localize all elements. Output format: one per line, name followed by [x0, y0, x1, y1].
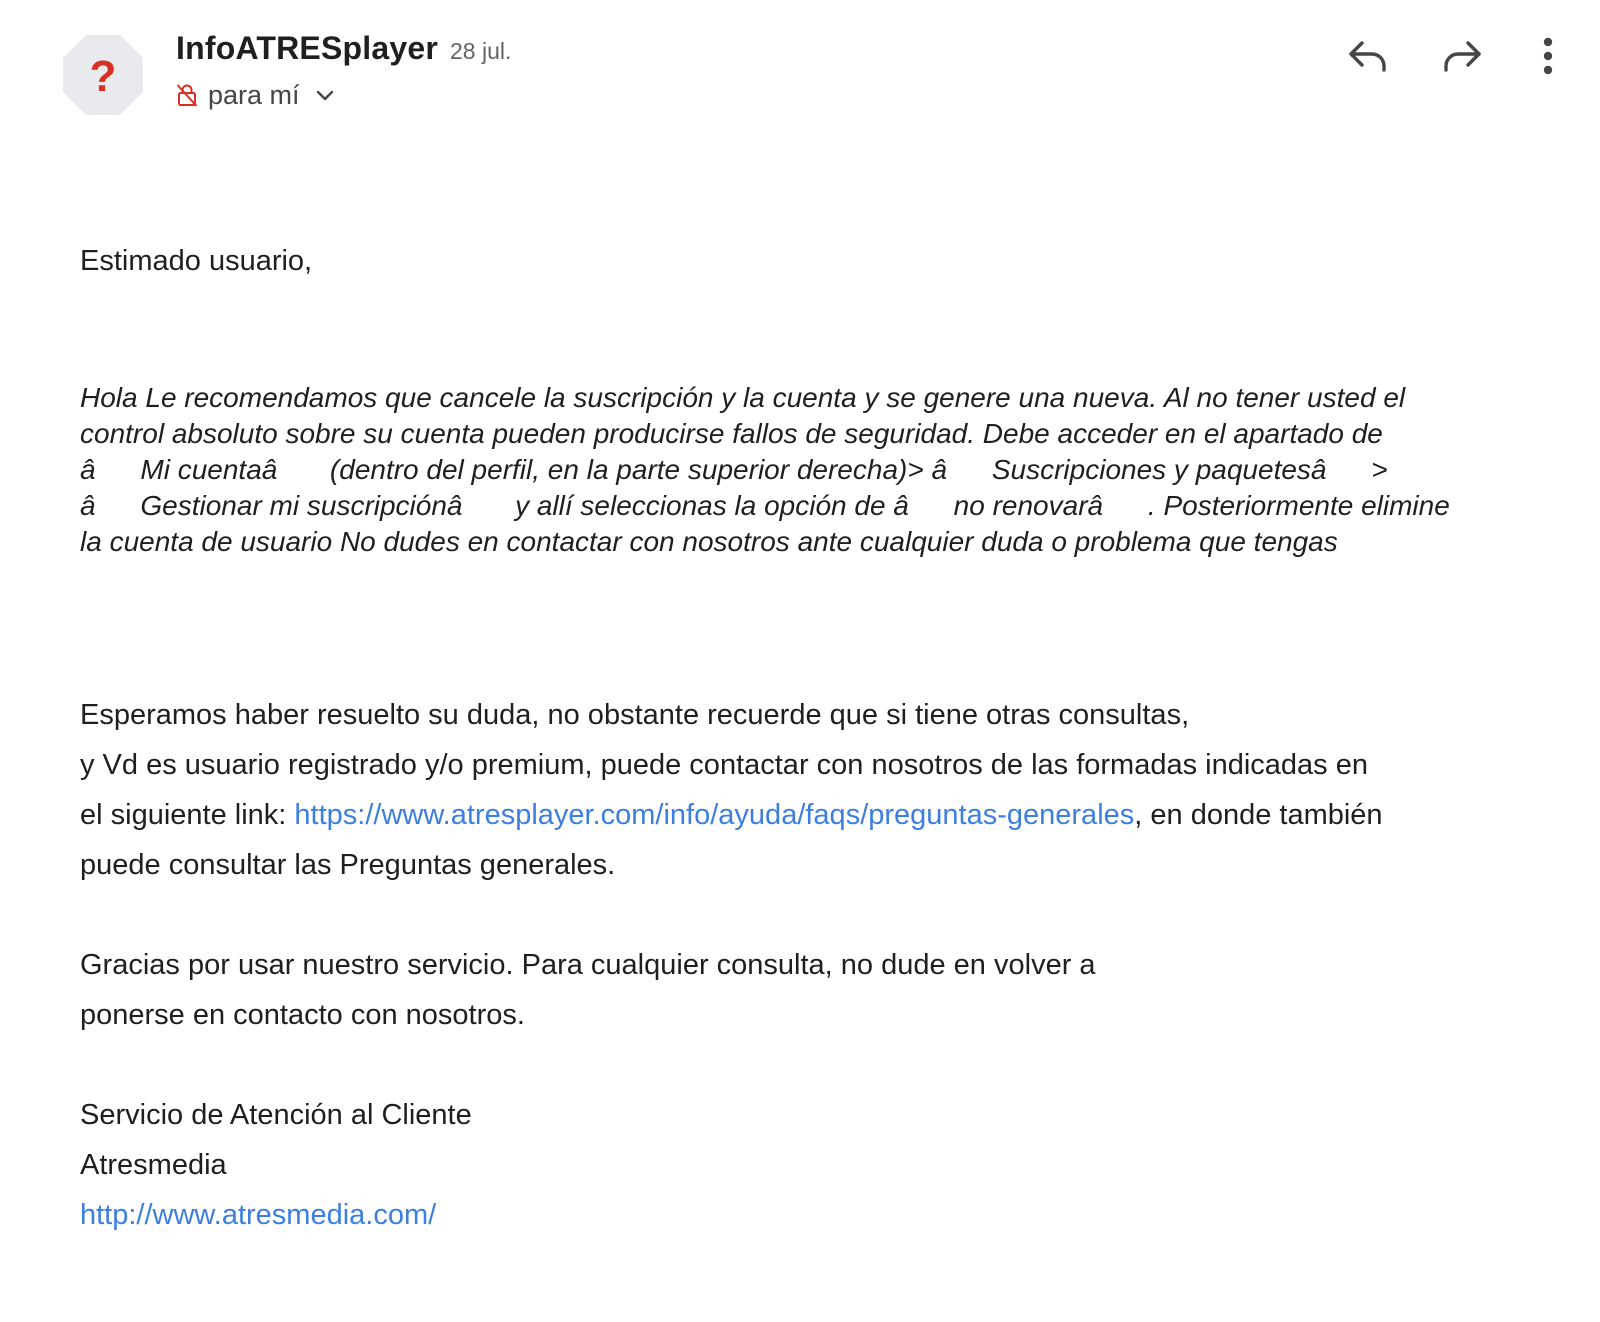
greeting: Estimado usuario, — [80, 245, 313, 277]
reply-icon — [1348, 39, 1388, 73]
recipient-toggle[interactable] — [176, 79, 511, 111]
signature-company: Atresmedia — [80, 1149, 227, 1181]
faq-link[interactable]: https://www.atresplayer.com/info/ayuda/faqs/preguntas-generales — [294, 799, 1135, 831]
quoted-line: âMi cuentaâ (dentro del perfil, en la parte superior derecha)> âSuscripciones y paquetesâ> — [80, 454, 1388, 485]
chevron-down-icon — [314, 84, 336, 106]
forward-button[interactable] — [1434, 28, 1490, 84]
quoted-line: control absoluto sobre su cuenta pueden producirse fallos de seguridad. Debe acceder en el apartado de — [80, 418, 1383, 449]
quoted-reply — [80, 380, 1530, 560]
more-options-button[interactable] — [1528, 28, 1568, 84]
reply-button[interactable] — [1340, 28, 1396, 84]
signature-line — [80, 1190, 472, 1240]
unknown-sender-icon — [62, 34, 144, 116]
sender-avatar[interactable] — [62, 34, 144, 116]
followup-line — [80, 790, 1383, 840]
more-vert-icon — [1542, 36, 1554, 76]
sender-block — [176, 30, 511, 111]
followup-line-suffix: , en donde también — [1134, 799, 1383, 831]
thanks-line: Gracias por usar nuestro servicio. Para cualquier consulta, no dude en volver a — [80, 949, 1096, 981]
followup-line: Esperamos haber resuelto su duda, no obstante recuerde que si tiene otras consultas, — [80, 699, 1190, 731]
sender-row — [176, 30, 511, 67]
forward-icon — [1442, 39, 1482, 73]
thanks-line: ponerse en contacto con nosotros. — [80, 999, 525, 1031]
sender-name[interactable]: InfoATRESplayer — [176, 30, 438, 66]
quoted-line: la cuenta de usuario No dudes en contactar con nosotros ante cualquier duda o problema que tengas — [80, 526, 1338, 557]
avatar-glyph: ? — [89, 52, 117, 101]
signature — [80, 1090, 472, 1240]
message-actions — [1340, 28, 1600, 84]
thanks-paragraph — [80, 940, 1096, 1040]
quoted-line: âGestionar mi suscripciónâ y allí seleccionas la opción de âno renovarâ. Posteriormente elimine — [80, 490, 1450, 521]
company-website-link[interactable]: http://www.atresmedia.com/ — [80, 1199, 437, 1231]
followup-line: puede consultar las Preguntas generales. — [80, 849, 616, 881]
unencrypted-lock-icon — [176, 83, 198, 107]
followup-line: y Vd es usuario registrado y/o premium, puede contactar con nosotros de las formadas indicadas en — [80, 749, 1368, 781]
followup-line-prefix: el siguiente link: — [80, 799, 295, 831]
quoted-line: Hola Le recomendamos que cancele la suscripción y la cuenta y se genere una nueva. Al no tener usted el — [80, 382, 1406, 413]
message-date: 28 jul. — [450, 38, 512, 64]
followup-paragraph — [80, 690, 1383, 890]
signature-department: Servicio de Atención al Cliente — [80, 1099, 472, 1131]
recipient-label: para mí — [208, 79, 300, 110]
